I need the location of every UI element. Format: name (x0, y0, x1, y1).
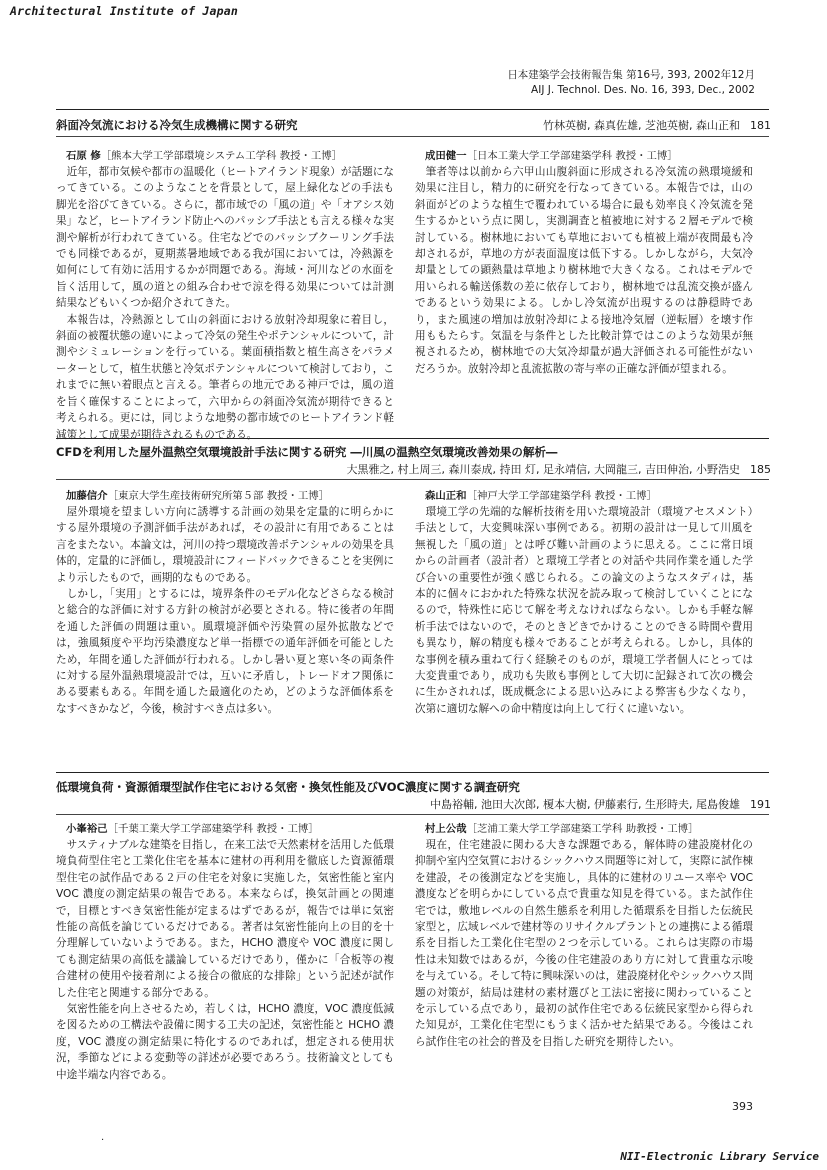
review-2-2-affiliation: ［神戸大学工学部建築学科 教授・工博］ (466, 490, 657, 502)
review-3-1-header (56, 821, 394, 837)
journal-header-line1: 日本建築学会技術報告集 第16号, 393, 2002年12月 (507, 69, 755, 81)
section-3-title: 低環境負荷・資源循環型試作住宅における気密・換気性能及びVOC濃度に関する調査研究 (56, 780, 520, 794)
review-1-1-paragraph-1: 近年，都市気候や都市の温暖化（ヒートアイランド現象）が話題になってきている。このようなことを背景として，屋上緑化などの手法も脚光を浴びてきている。さらに，都市域での「風の道」や「オアシス効果」など，ヒートアイランド防止へのパッシブ手法とも言える様々な実測や解析が行われてきている。住宅などでのパッシブクーリング手法でも同様であるが，夏期蒸暑地域である我が国においては，冷熱源を如何にして有効に活用するかが問題である。海域・河川などの水面を旨く活用して，風の道との組み合わせで涼を得る効果については計測結果などもいくつか紹介されてきた。 (56, 166, 394, 310)
section-3-author-list: 中島裕輔, 池田大次郎, 榎本大樹, 伊藤素行, 生形時夫, 尾島俊雄 (430, 798, 740, 811)
review-3-2-paragraph-1: 現在，住宅建設に関わる大きな課題である，解体時の建設廃材化の抑制や室内空気質におけるシックハウス問題等に対して，実際に試作棟を建設，その後測定などを実施し，具体的に建材のリユース率や VOC 濃度などを明らかにしている点で貴重な知見を得ている。また試作住宅では，敷地レベルの自然生態系を利用した循環系を目指した伝統民家型と，広域レベルで建材等のリサイクルプラントとの連携による循環系を目指した工業化住宅型の２つを示している。これらは実際の市場性は未知数ではあるが，今後の住宅建設のあり方に対して貴重な示唆を与えている。そして特に興味深いのは，建設廃材化やシックハウス問題の対策が，結局は建材の素材選びと工法に密接に関わっていることを示している点であり，最初の試作住宅である伝統民家型から得られた知見が，工業化住宅型にもうまく活かせた結果である。今後はこれら試作住宅の社会的普及を目指した研究を期待したい。 (415, 839, 753, 1048)
review-3-1-affiliation: ［千葉工業大学工学部建築学科 教授・工博］ (107, 823, 319, 835)
section-1-author-list: 竹林英樹, 森真佐雄, 芝池英樹, 森山正和 (543, 119, 740, 132)
watermark-bottom: NII-Electronic Library Service (620, 1150, 819, 1163)
section-3-bottom-rule (56, 814, 769, 815)
review-3-2-reviewer: 村上公哉 (425, 823, 467, 835)
section-1-authors (543, 117, 771, 133)
section-2-authors (347, 461, 771, 477)
section-3-top-rule (56, 772, 769, 773)
review-2-2-reviewer: 森山正和 (425, 490, 467, 502)
section-2-author-list: 大黒雅之, 村上周三, 森川泰成, 持田 灯, 足永靖信, 大岡龍三, 吉田伸治, 小野浩史 (346, 463, 740, 476)
review-1-2-header (415, 148, 753, 164)
section-2-bottom-rule (56, 479, 769, 480)
review-2-1-paragraph-1: 屋外環境を望ましい方向に誘導する計画の効果を定量的に明らかにする屋外環境の予測評価手法があれば，その設計に有用であることは言をまたない。本論文は，河川の持つ環境改善ポテンシャルの効果を具体的，定量的に評価し，環境設計にフィードバックできることを実例により示したもので，画期的なものである。 (56, 506, 394, 584)
review-2-1-reviewer: 加藤信介 (66, 490, 108, 502)
review-1-1-header (56, 148, 394, 164)
review-2-1-header (56, 488, 394, 504)
section-1-bottom-rule (56, 136, 769, 137)
review-1-1 (56, 148, 394, 448)
review-2-1-affiliation: ［東京大学生産技術研究所第５部 教授・工博］ (107, 490, 330, 502)
review-3-1-paragraph-2: 気密性能を向上させるため，若しくは，HCHO 濃度，VOC 濃度低減を図るための工構法や設備に関する工夫の記述，気密性能と HCHO 濃度，VOC 濃度の測定結果に特化するのであれば，想定される使用状況，季節などによる変動等の詳述が必要であろう。技術論文としても中途半端な内容である。 (56, 1003, 394, 1081)
journal-header-line2: AIJ J. Technol. Des. No. 16, 393, Dec., 2002 (531, 84, 755, 96)
section-3-authors (430, 796, 771, 812)
section-1-title: 斜面冷気流における冷気生成機構に関する研究 (56, 118, 298, 132)
watermark-top: Architectural Institute of Japan (10, 4, 238, 18)
dot-mark: . (101, 1132, 105, 1143)
review-2-1-paragraph-2: しかし，「実用」とするには，境界条件のモデル化などさらなる検討と総合的な評価に対する方針の検討が必要とされる。特に後者の年間を通した評価の問題は重い。風環境評価や汚染質の屋外拡散などでは，強風頻度や平均汚染濃度など単一指標での通年評価を可能としたため，年間を通した評価が行われる。しかし暑い夏と寒い冬の両条件に対する屋外温熱環境設計では，互いに矛盾し，トレードオフ関係にある要素もある。年間を通した最適化のため，どのような評価体系をなすべきかなど，今後，検討すべき点は多い。 (56, 588, 394, 715)
review-1-2 (415, 148, 753, 448)
review-2-1 (56, 488, 394, 768)
section-2-title: CFDを利用した屋外温熱空気環境設計手法に関する研究 ―川風の温熱空気環境改善効果の解析― (56, 445, 558, 459)
review-3-2-header (415, 821, 753, 837)
review-1-2-affiliation: ［日本工業大学工学部建築学科 教授・工博］ (466, 150, 678, 162)
section-1-top-rule (56, 109, 769, 110)
review-1-1-affiliation: ［熊本大学工学部環境システム工学科 教授・工博］ (100, 150, 343, 162)
section-3-page: 191 (750, 798, 771, 811)
review-3-2-affiliation: ［芝浦工業大学工学部建築工学科 助教授・工博］ (466, 823, 699, 835)
section-2-top-rule (56, 438, 769, 439)
review-3-1-reviewer: 小峯裕己 (66, 823, 108, 835)
review-1-1-reviewer: 石原 修 (66, 150, 101, 162)
section-1-page: 181 (750, 119, 771, 132)
review-1-1-paragraph-2: 本報告は，冷熱源として山の斜面における放射冷却現象に着目し，斜面の被覆状態の違いによって冷気の発生やポテンシャルについて，計測やシミュレーションを行っている。葉面積指数と植生高さをパラメーターとして，植生状態と冷気ポテンシャルについて検討しており，これまでに無い着眼点と言える。筆者らの地元である神戸では，風の道を旨く確保することによって，六甲からの斜面冷気流が期待できると考えられる。更には，同じような地勢の都市域でのヒートアイランド軽減策として成果が期待されるものである。 (56, 313, 394, 441)
review-3-2 (415, 821, 753, 1091)
page-number: 393 (732, 1100, 753, 1113)
review-1-2-reviewer: 成田健一 (425, 150, 467, 162)
review-2-2-paragraph-1: 環境工学の先端的な解析技術を用いた環境設計（環境アセスメント）手法として，大変興味深い事例である。初期の設計は一見して川風を無視した「風の道」とは呼び難い計画のように思える。ここに常日頃からの計画者（設計者）と環境工学者との対話や共同作業を通した学び合いの重要性が強く感じられる。この論文のようなスタディは，基本的に個々におかれた特殊な状況を読み取って検討していくことになるので，特殊性に応じて解を考えなければならない。しかも手軽な解析手法ではないので，そのときどきでかけることのできる時間や費用も異なり，解の精度も様々であることが考えられる。しかし，具体的な事例を積み重ねて行く経験そのものが，環境工学者個人にとっては大変貴重であり，成功も失敗も事例として大切に記録されて次の機会に生かされれば，既成概念による思い込みによる弊害も少なくなり，次第に適切な解への命中精度は向上して行くに違いない。 (415, 506, 753, 715)
review-1-2-paragraph-1: 筆者等は以前から六甲山山腹斜面に形成される冷気流の熱環境緩和効果に注目し，精力的に研究を行なってきている。本報告では，山の斜面がどのような植生で覆われている場合に最も効率良く冷気流を発生するかという点に関し，実測調査と植被地に対する２層モデルで検討している。樹林地においても草地においても植被上端が夜間最も冷却されるが，草地の方が表面温度は低下する。しかしながら，大気冷却量としての顕熱量は草地より樹林地で大きくなる。これはモデルで用いられる輸送係数の差に依存しており，樹林地では乱流交換が盛んであるという効果による。しかし冷気流が出現するのは静穏時であり，また風速の増加は放射冷却による接地冷気層（逆転層）を壊す作用ももたらす。気温を与条件とした比較計算ではこのような効果が無視されるため，樹林地での大気冷却量が過大評価される可能性がないだろうか。放射冷却と乱流拡散の寄与率の正確な評価が望まれる。 (415, 166, 753, 375)
review-2-2-header (415, 488, 753, 504)
review-2-2 (415, 488, 753, 768)
section-2-page: 185 (750, 463, 771, 476)
review-3-1 (56, 821, 394, 1091)
review-3-1-paragraph-1: サスティナブルな建築を目指し，在来工法で天然素材を活用した低環境負荷型住宅と工業化住宅を基本に建材の再利用を徹底した資源循環型住宅の試作品である２戸の住宅を対象に実施した，気密性能と室内 VOC 濃度の測定結果の報告である。本来ならば，換気計画との関連で，目標とすべき気密性能が定まるはずであるが，報告では単に気密性能の高低を論じているだけである。著者は気密性能向上の目的を十分理解していないようである。また，HCHO 濃度や VOC 濃度に関しても測定結果の高低を議論しているだけであり，僅かに「合板等の複合建材の使用や接着剤による接合の徹底的な排除」という記述が試作した住宅と関連する部分である。 (56, 839, 394, 999)
